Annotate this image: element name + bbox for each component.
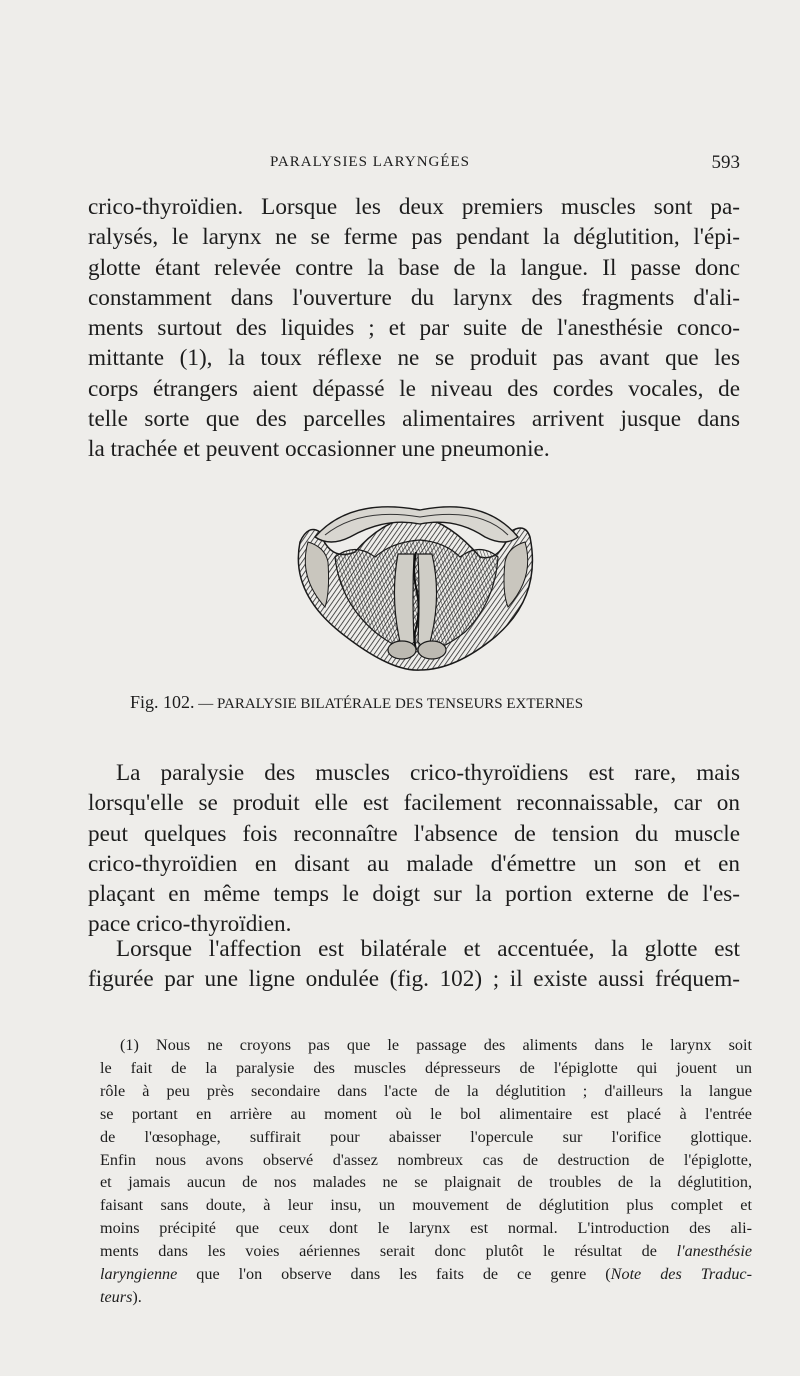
- footnote-line: [100, 1286, 752, 1309]
- text-line: lorsqu'elle se produit elle est facilement reconnaissable, car on: [88, 790, 740, 817]
- text-line: la trachée et peuvent occasionner une pneumonie.: [88, 436, 550, 463]
- text-line: ments surtout des liquides ; et par suite de l'anesthésie conco-: [88, 315, 740, 342]
- footnote-line: [100, 1263, 752, 1286]
- text-line: crico-thyroïdien en disant au malade d'émettre un son et en: [88, 850, 740, 877]
- text-line: pace crico-thyroïdien.: [88, 911, 292, 938]
- figure-caption-text: — PARALYSIE BILATÉRALE DES TENSEURS EXTERNES: [198, 696, 584, 712]
- text-line: figurée par une ligne ondulée (fig. 102) ; il existe aussi fréquem-: [88, 966, 740, 993]
- running-title: PARALYSIES LARYNGÉES: [269, 154, 471, 170]
- footnote-line: et jamais aucun de nos malades ne se plaignait de troubles de la déglutition,: [100, 1173, 752, 1192]
- paragraph-3: [88, 934, 740, 995]
- text-line: crico-thyroïdien. Lorsque les deux premiers muscles sont pa-: [88, 194, 740, 220]
- paragraph-1: [88, 192, 740, 465]
- footnote-line: moins précipité que ceux dont le larynx est normal. L'introduction des ali-: [100, 1219, 752, 1238]
- footnote-italic-term: l'anesthésie: [676, 1242, 752, 1261]
- text-line: peut quelques fois reconnaître l'absence de tension du muscle: [88, 820, 740, 847]
- text-line: ralysés, le larynx ne se ferme pas pendant la déglutition, l'épi-: [88, 224, 740, 251]
- footnote-line: le fait de la paralysie des muscles dépresseurs de l'épiglotte qui jouent un: [100, 1058, 752, 1077]
- footnote-line: (1) Nous ne croyons pas que le passage des aliments dans le larynx soit: [120, 1036, 752, 1054]
- text-line: constamment dans l'ouverture du larynx des fragments d'ali-: [88, 284, 740, 311]
- footnote-line: de l'œsophage, suffirait pour abaisser l'opercule sur l'orifice glottique.: [100, 1127, 752, 1146]
- larynx-illustration: [280, 502, 550, 672]
- figure-caption: [130, 692, 700, 713]
- footnote-line: se portant en arrière au moment où le bol alimentaire est placé à l'entrée: [100, 1104, 752, 1123]
- footnote-line: Enfin nous avons observé d'assez nombreux cas de destruction de l'épiglotte,: [100, 1150, 752, 1169]
- text-line: Lorsque l'affection est bilatérale et accentuée, la glotte est: [116, 936, 740, 962]
- text-line: mittante (1), la toux réflexe ne se produit pas avant que les: [88, 345, 740, 372]
- footnote-note-label: Note des Traduc-: [610, 1265, 752, 1284]
- footnote: [100, 1034, 752, 1309]
- footnote-text: ).: [132, 1287, 142, 1306]
- text-line: telle sorte que des parcelles alimentaires arrivent jusque dans: [88, 406, 740, 433]
- footnote-italic-term: teurs: [100, 1287, 133, 1306]
- footnote-italic-term: laryngienne: [100, 1265, 178, 1284]
- footnote-line: [100, 1240, 752, 1263]
- footnote-text: ments dans les voies aériennes serait donc plutôt le résultat de: [100, 1242, 677, 1261]
- footnote-line: faisant sans doute, à leur insu, un mouvement de déglutition plus complet et: [100, 1196, 752, 1215]
- text-line: corps étrangers aient dépassé le niveau des cordes vocales, de: [88, 375, 740, 402]
- footnote-text: que l'on observe dans les faits de ce genre (: [177, 1265, 611, 1284]
- text-line: La paralysie des muscles crico-thyroïdiens est rare, mais: [116, 760, 740, 786]
- figure-label: Fig. 102.: [130, 692, 195, 712]
- text-line: glotte étant relevée contre la base de la langue. Il passe donc: [88, 254, 740, 281]
- footnote-line: rôle à peu près secondaire dans l'acte de la déglutition ; d'ailleurs la langue: [100, 1081, 752, 1100]
- text-line: plaçant en même temps le doigt sur la portion externe de l'es-: [88, 881, 740, 908]
- paragraph-2: [88, 758, 740, 940]
- running-head: [90, 150, 740, 180]
- page-number: 593: [711, 152, 740, 173]
